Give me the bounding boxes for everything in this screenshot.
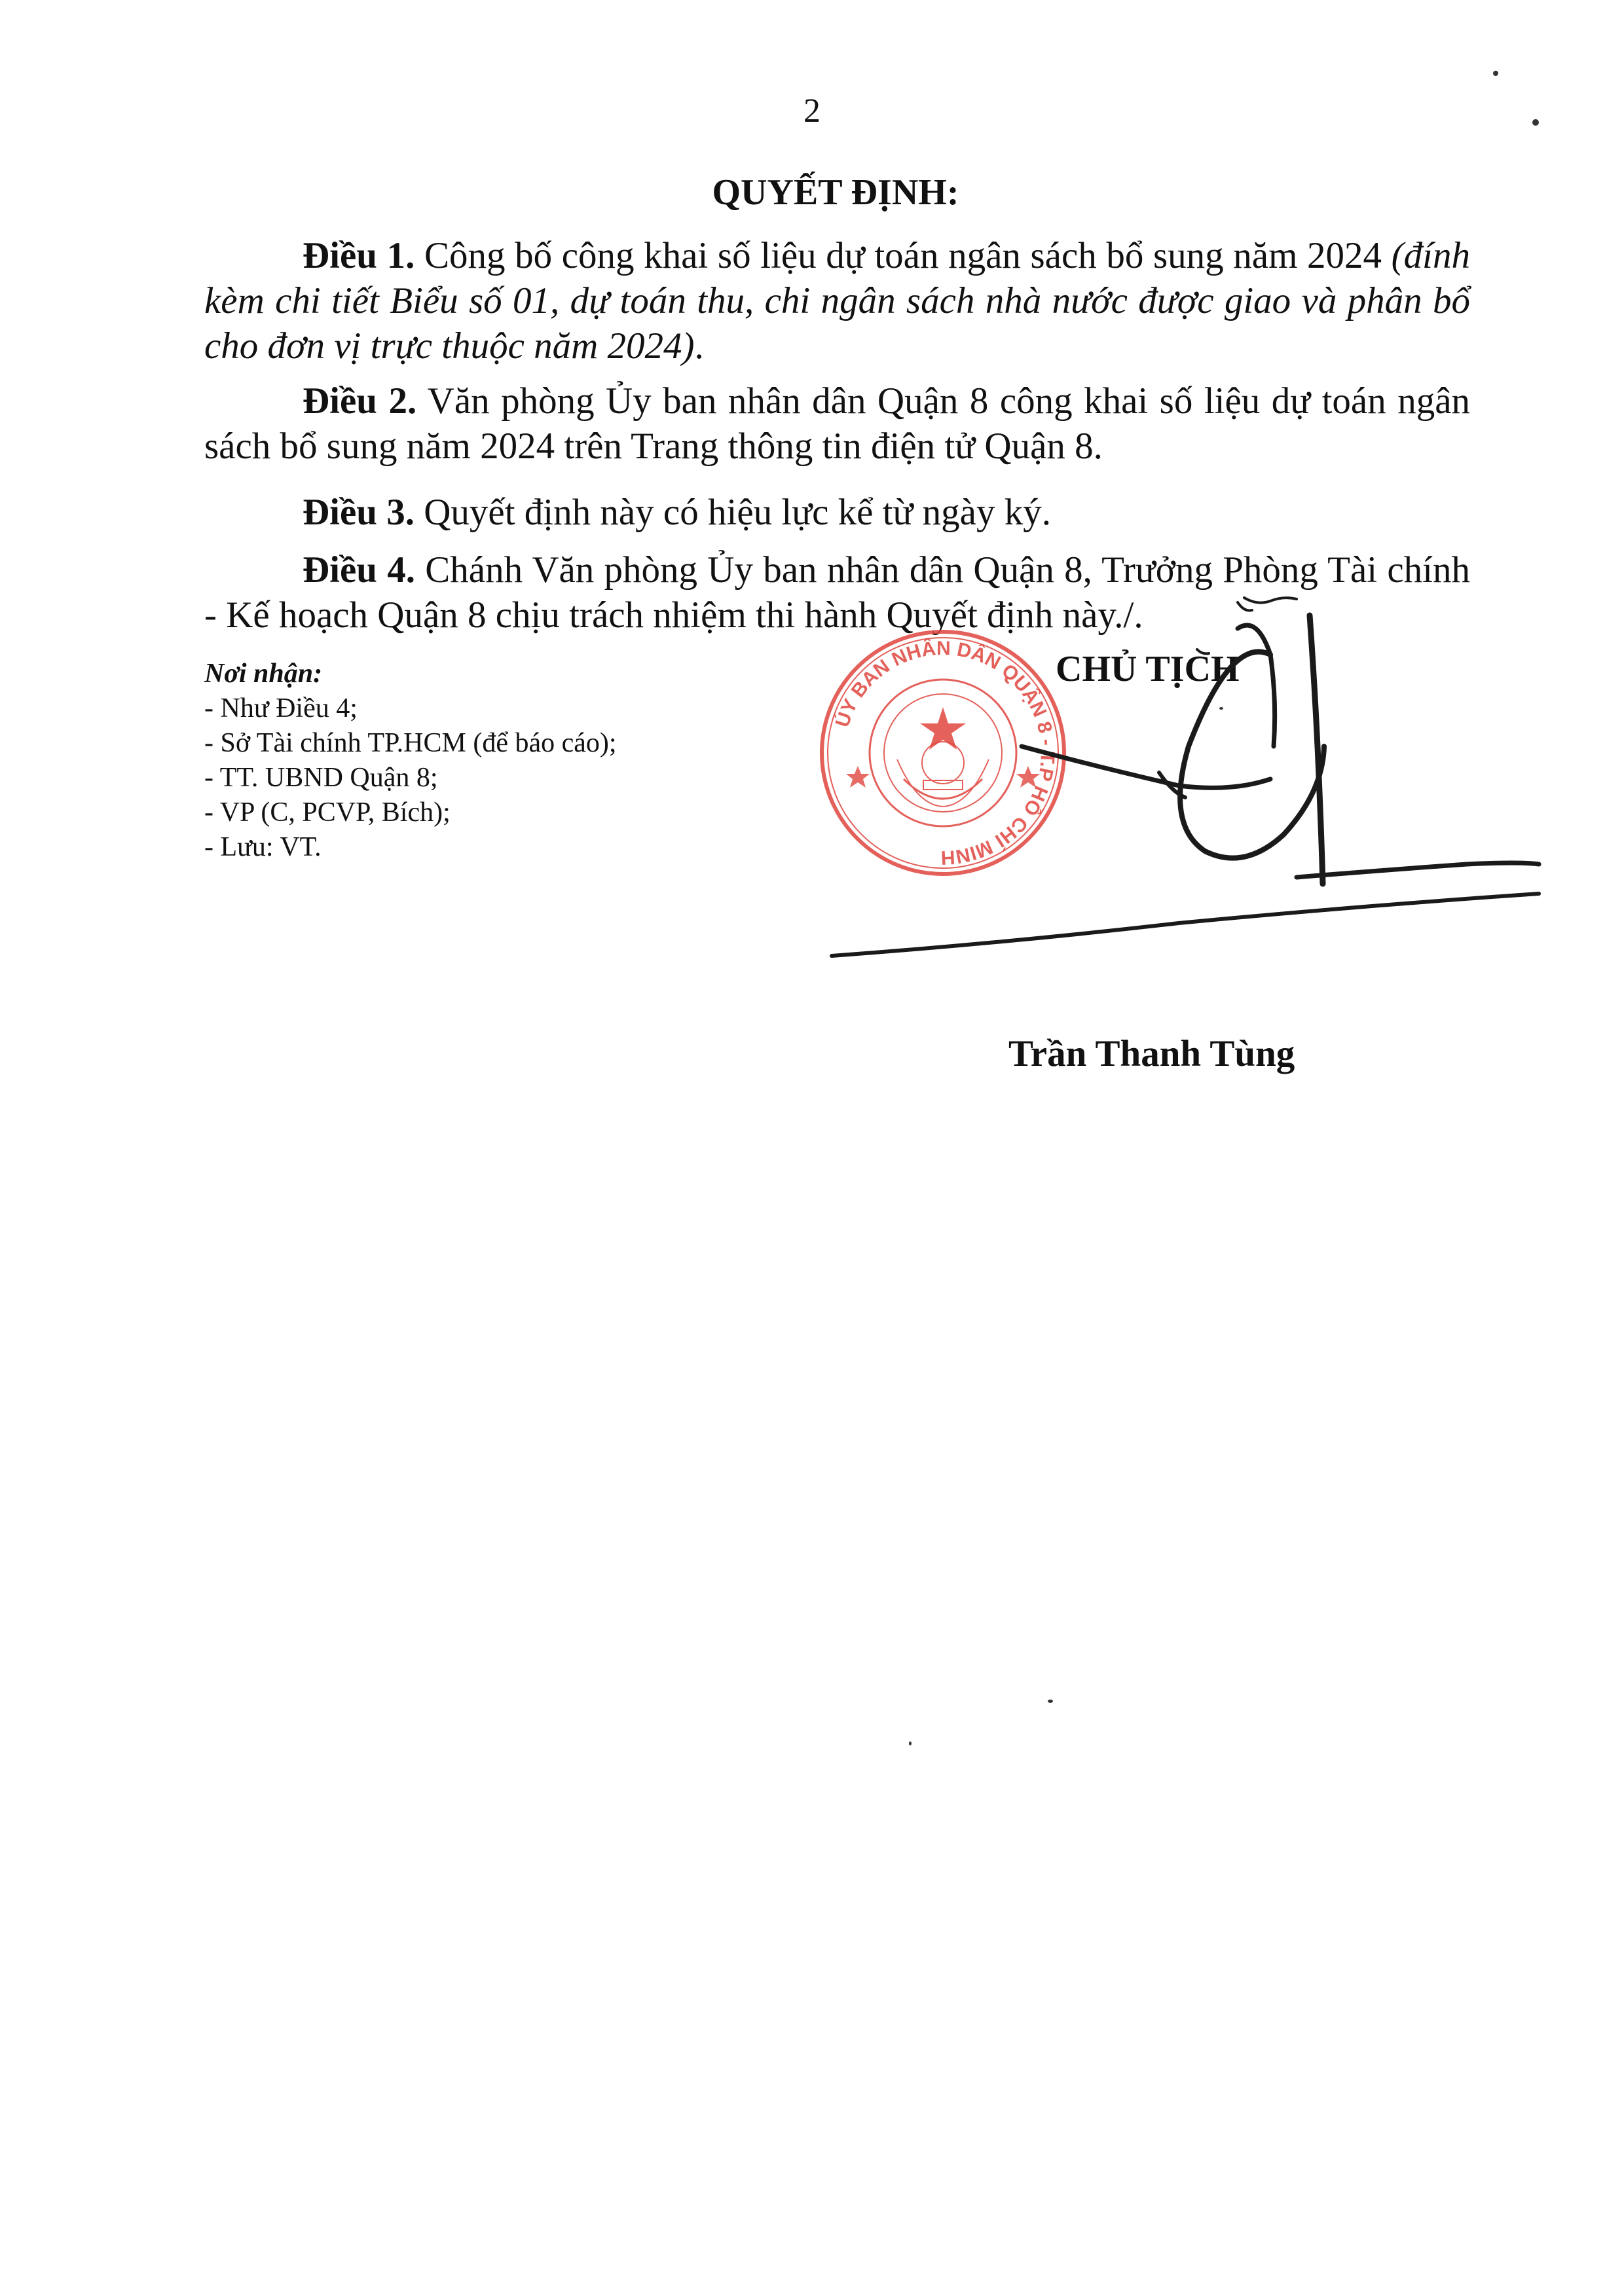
- article-4-label: Điều 4.: [303, 549, 416, 591]
- recipient-item: - VP (C, PCVP, Bích);: [204, 797, 451, 828]
- recipients-title: Nơi nhận:: [204, 659, 323, 689]
- article-1-label: Điều 1.: [303, 235, 415, 276]
- article-3-label: Điều 3.: [303, 492, 415, 533]
- recipients-block: [204, 657, 617, 865]
- recipient-item: - TT. UBND Quận 8;: [204, 763, 438, 793]
- article-1-italic: (đính kèm chi tiết Biểu số 01, dự toán thu, chi ngân sách nhà nước được giao và phân bổ cho đơn vị trực thuộc năm 2024): [204, 235, 1470, 367]
- page-number: 2: [803, 92, 821, 130]
- recipient-item: - Lưu: VT.: [204, 832, 322, 862]
- article-2-label: Điều 2.: [303, 380, 417, 422]
- article-2: [204, 378, 1470, 469]
- article-4-text: Chánh Văn phòng Ủy ban nhân dân Quận 8, Trưởng Phòng Tài chính - Kế hoạch Quận 8 chịu trách nhiệm thi hành Quyết định này./.: [204, 549, 1470, 636]
- article-1-tail: .: [694, 325, 704, 367]
- article-3-text: Quyết định này có hiệu lực kể từ ngày ký.: [415, 492, 1051, 533]
- recipient-item: - Như Điều 4;: [204, 693, 358, 723]
- recipient-item: - Sở Tài chính TP.HCM (để báo cáo);: [204, 728, 617, 758]
- article-1-text: Công bố công khai số liệu dự toán ngân sách bổ sung năm 2024: [415, 235, 1392, 276]
- decision-heading: QUYẾT ĐỊNH:: [712, 172, 959, 213]
- scan-speck: [1493, 71, 1498, 76]
- signer-name: Trần Thanh Tùng: [1008, 1033, 1295, 1074]
- scan-speck: [1048, 1700, 1053, 1703]
- article-3: [204, 490, 1470, 535]
- scan-speck: [909, 1741, 912, 1745]
- article-1: [204, 233, 1470, 369]
- article-2-text: Văn phòng Ủy ban nhân dân Quận 8 công khai số liệu dự toán ngân sách bổ sung năm 2024 trên Trang thông tin điện tử Quận 8.: [204, 380, 1470, 467]
- seal-lettering-path: ỦY BAN NHÂN DÂN QUẬN 8 - T.P HỒ CHÍ MINH: [831, 637, 1059, 869]
- scan-speck: [1219, 707, 1223, 710]
- signer-title: CHỦ TỊCH: [1056, 649, 1240, 689]
- scan-speck: [1532, 119, 1539, 126]
- handwritten-signature-icon: [812, 576, 1545, 982]
